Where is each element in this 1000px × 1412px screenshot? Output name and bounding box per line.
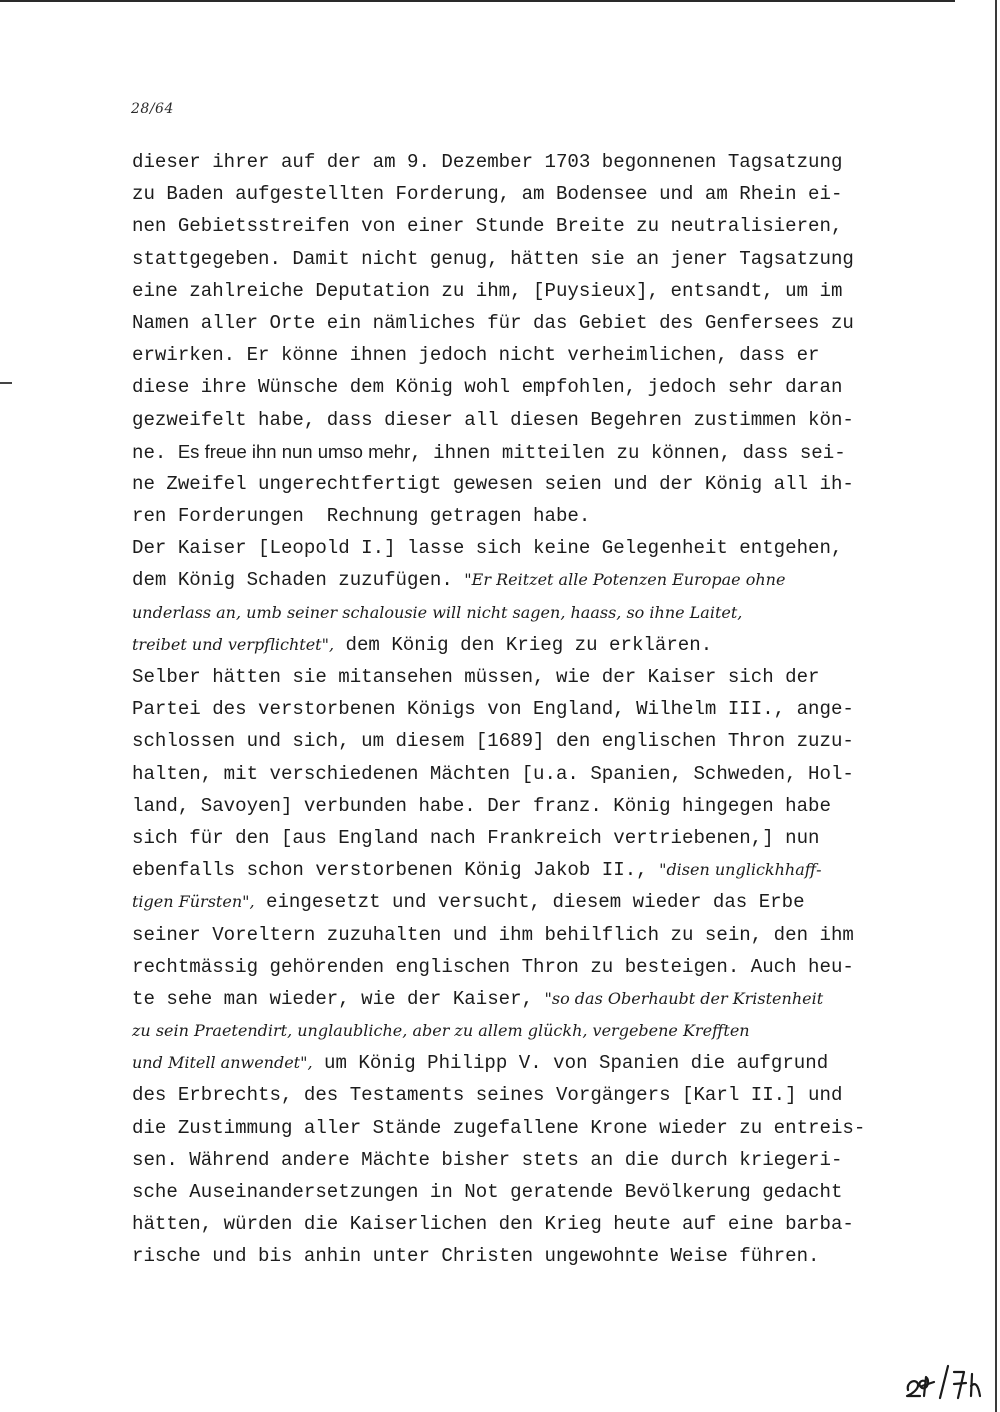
- quotation: underlass an, umb seiner schalousie will nicht sagen, haass, so ihne Laitet,: [132, 602, 743, 622]
- text-line: gezweifelt habe, dass dieser all diesen Begehren zustimmen kön-: [132, 408, 854, 431]
- handwritten-folio-number: [902, 1362, 990, 1402]
- text-line: [132, 597, 922, 629]
- text-line: eine zahlreiche Deputation zu ihm, [Puysieux], entsandt, um im: [132, 279, 843, 302]
- quotation: zu sein Praetendirt, unglaubliche, aber zu allem glückh, vergebene Krefften: [132, 1021, 750, 1041]
- text-line: und Mitell anwendet", um König Philipp V. von Spanien die aufgrund: [132, 1052, 829, 1075]
- page-number: 28/64: [131, 101, 174, 117]
- text-line: rechtmässig gehörenden englischen Thron zu besteigen. Auch heu-: [132, 955, 854, 978]
- text-line: zu Baden aufgestellten Forderung, am Bodensee und am Rhein ei-: [132, 183, 843, 206]
- text-line: sche Auseinandersetzungen in Not geratende Bevölkerung gedacht: [132, 1181, 843, 1203]
- quotation: "disen unglickhhaff-: [659, 860, 822, 880]
- text-line: nen Gebietsstreifen von einer Stunde Breite zu neutralisieren,: [132, 215, 843, 238]
- text-line: sen. Während andere Mächte bisher stets an die durch kriegeri-: [132, 1148, 843, 1171]
- text-line: sich für den [aus England nach Frankreich vertriebenen,] nun: [132, 826, 820, 849]
- text-line: erwirken. Er könne ihnen jedoch nicht verheimlichen, dass er: [132, 344, 820, 367]
- text-line: tigen Fürsten", eingesetzt und versucht, diesem wieder das Erbe: [132, 891, 805, 914]
- text-line: ren Forderungen Rechnung getragen habe.: [132, 505, 591, 528]
- text-line: halten, mit verschiedenen Mächten [u.a. Spanien, Schweden, Hol-: [132, 762, 854, 785]
- quotation: treibet und verpflichtet",: [132, 634, 335, 654]
- proportional-insert: Es freue ihn nun umso mehr: [177, 440, 411, 462]
- margin-mark: [0, 382, 12, 384]
- scan-edge-gap: [955, 0, 1000, 2]
- text-line: des Erbrechts, des Testaments seines Vorgängers [Karl II.] und: [132, 1084, 843, 1107]
- text-line: treibet und verpflichtet", dem König den Krieg zu erklären.: [132, 633, 713, 656]
- text-line: schlossen und sich, um diesem [1689] den englischen Thron zuzu-: [132, 730, 854, 753]
- text-line: rische und bis anhin unter Christen ungewohnte Weise führen.: [132, 1245, 820, 1268]
- text-line: hätten, würden die Kaiserlichen den Krieg heute auf eine barba-: [132, 1213, 854, 1236]
- scan-edge-top: [0, 0, 1000, 2]
- text-line: diese ihre Wünsche dem König wohl empfohlen, jedoch sehr daran: [132, 376, 843, 399]
- text-line: Selber hätten sie mitansehen müssen, wie der Kaiser sich der: [132, 666, 820, 688]
- text-line: dieser ihrer auf der am 9. Dezember 1703 begonnenen Tagsatzung: [132, 151, 843, 173]
- text-line: die Zustimmung aller Stände zugefallene Krone wieder zu entreis-: [132, 1116, 866, 1139]
- body-text: [132, 146, 922, 1273]
- text-line: ebenfalls schon verstorbenen König Jakob II., "disen unglickhhaff-: [132, 859, 822, 882]
- text-line: Namen aller Orte ein nämliches für das Gebiet des Genfersees zu: [132, 311, 854, 334]
- text-line: seiner Voreltern zuzuhalten und ihm behilflich zu sein, den ihm: [132, 923, 854, 946]
- text-line: ne Zweifel ungerechtfertigt gewesen seien und der König all ih-: [132, 472, 854, 495]
- text-line: land, Savoyen] verbunden habe. Der franz. König hingegen habe: [132, 794, 831, 817]
- text-line: [132, 1015, 922, 1047]
- quotation: und Mitell anwendet",: [132, 1053, 313, 1073]
- text-line: Partei des verstorbenen Königs von England, Wilhelm III., ange-: [132, 698, 854, 721]
- scan-edge-right: [995, 0, 997, 1412]
- text-line: Der Kaiser [Leopold I.] lasse sich keine Gelegenheit entgehen,: [132, 537, 843, 560]
- text-line: stattgegeben. Damit nicht genug, hätten sie an jener Tagsatzung: [132, 247, 854, 270]
- quotation: "so das Oberhaubt der Kristenheit: [544, 988, 824, 1008]
- text-line: dem König Schaden zuzufügen. "Er Reitzet alle Potenzen Europae ohne: [132, 569, 786, 592]
- text-line: te sehe man wieder, wie der Kaiser, "so das Oberhaubt der Kristenheit: [132, 987, 824, 1010]
- quotation: "Er Reitzet alle Potenzen Europae ohne: [464, 570, 786, 590]
- quotation: tigen Fürsten",: [132, 892, 255, 912]
- text-line: ne. Es freue ihn nun umso mehr, ihnen mitteilen zu können, dass sei-: [132, 440, 846, 464]
